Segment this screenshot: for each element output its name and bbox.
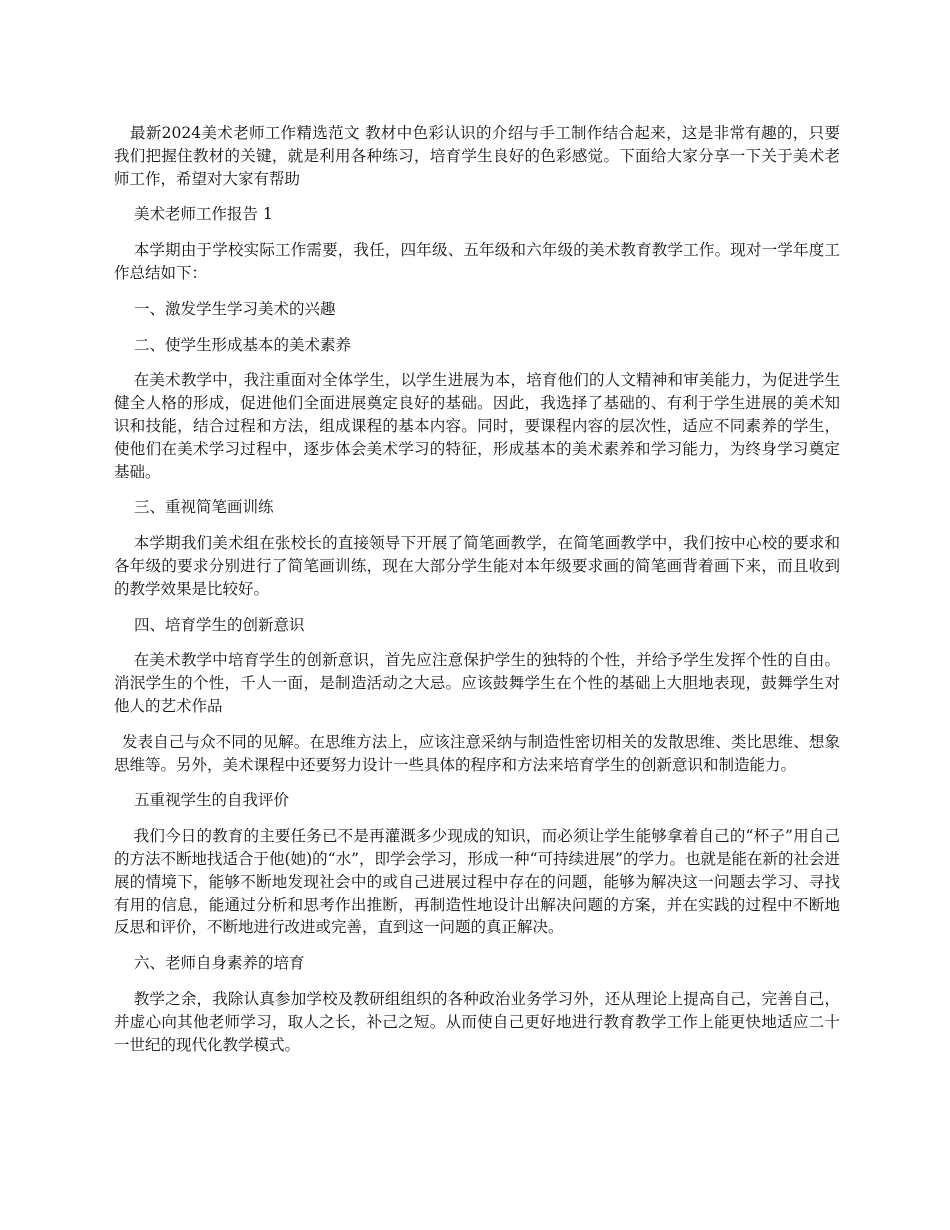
- document-page: [114, 122, 840, 1069]
- body-paragraph: 本学期我们美术组在张校长的直接领导下开展了简笔画教学，在简笔画教学中，我们按中心校的要求和各年级的要求分别进行了简笔画训练，现在大部分学生能对本年级要求画的简笔画背着画下来，而且收到的教学效果是比较好。: [114, 534, 840, 598]
- body-paragraph: 在美术教学中培育学生的创新意识，首先应注意保护学生的独特的个性，并给予学生发挥个性的自由。消泯学生的个性，千人一面，是制造活动之大忌。应该鼓舞学生在个性的基础上大胆地表现，鼓舞学生对他人的艺术作品: [114, 651, 840, 715]
- report-title: 美术老师工作报告 1: [134, 205, 273, 224]
- body-paragraph: 本学期由于学校实际工作需要，我任，四年级、五年级和六年级的美术教育教学工作。现对一学年度工作总结如下：: [114, 241, 840, 282]
- section-heading: 四、培育学生的创新意识: [134, 615, 305, 634]
- section-heading: 三、重视简笔画训练: [134, 498, 274, 517]
- body-paragraph: 在美术教学中，我注重面对全体学生，以学生进展为本，培育他们的人文精神和审美能力，为促进学生健全人格的形成，促进他们全面进展奠定良好的基础。因此，我选择了基础的、有利于学生进展的美术知识和技能，结合过程和方法，组成课程的基本内容。同时，要课程内容的层次性，适应不同素养的学生，使他们在美术学习过程中，逐步体会美术学习的特征，形成基本的美术素养和学习能力，为终身学习奠定基础。: [114, 371, 840, 481]
- body-paragraph: 我们今日的教育的主要任务已不是再灌溉多少现成的知识，而必须让学生能够拿着自己的“杯子”用自己的方法不断地找适合于他(她)的“水”，即学会学习，形成一种“可持续进展”的学力。也就是能在新的社会进展的情境下，能够不断地发现社会中的或自己进展过程中存在的问题，能够为解决这一问题去学习、寻找有用的信息，能通过分析和思考作出推断，再制造性地设计出解决问题的方案，并在实践的过程中不断地反思和评价，不断地进行改进或完善，直到这一问题的真正解决。: [114, 827, 840, 937]
- section-heading: 五重视学生的自我评价: [134, 791, 290, 810]
- section-heading: 一、激发学生学习美术的兴趣: [134, 299, 336, 318]
- intro-paragraph: 最新2024美术老师工作精选范文 教材中色彩认识的介绍与手工制作结合起来，这是非常有趣的，只要我们把握住教材的关键，就是利用各种练习，培育学生良好的色彩感觉。下面给大家分享一下关于美术老师工作，希望对大家有帮助: [114, 124, 840, 188]
- section-heading: 六、老师自身素养的培育: [134, 954, 305, 973]
- section-heading: 二、使学生形成基本的美术素养: [134, 335, 352, 354]
- body-paragraph: 教学之余，我除认真参加学校及教研组组织的各种政治业务学习外，还从理论上提高自己，完善自己，并虚心向其他老师学习，取人之长，补己之短。从而使自己更好地进行教育教学工作上能更快地适应二十一世纪的现代化教学模式。: [114, 989, 840, 1054]
- body-paragraph: 发表自己与众不同的见解。在思维方法上，应该注意采纳与制造性密切相关的发散思维、类比思维、想象思维等。另外，美术课程中还要努力设计一些具体的程序和方法来培育学生的创新意识和制造能力。: [114, 732, 840, 774]
